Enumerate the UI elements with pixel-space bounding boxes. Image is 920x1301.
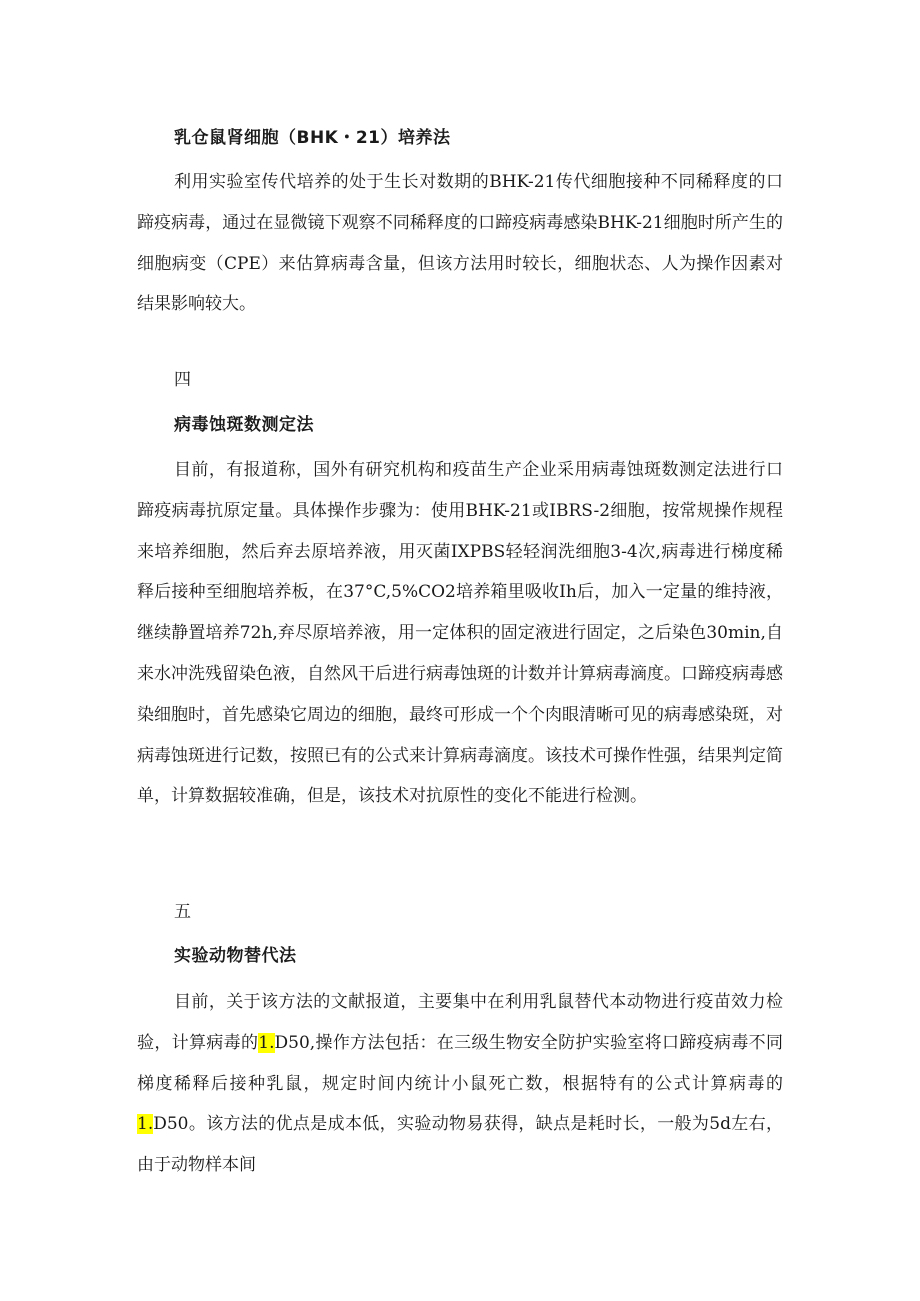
paragraph-bhk21	[137, 162, 783, 325]
paragraph-text: 目前，有报道称，国外有研究机构和疫苗生产企业采用病毒蚀斑数测定法进行口蹄疫病毒抗原定量。具体操作步骤为：使用BHK-21或IBRS-2细胞，按常规操作规程来培养细胞，然后弃去原培养液，用灭菌IXPBS轻轻润洗细胞3-4次,病毒进行梯度稀释后接种至细胞培养板，在37°C,5%CO2培养箱里吸收Ih后，加入一定量的维持液，继续静置培养72h,弃尽原培养液，用一定体积的固定液进行固定，之后染色30min,自来水冲洗残留染色液，自然风干后进行病毒蚀斑的计数并计算病毒滴度。口蹄疫病毒感染细胞时，首先感染它周边的细胞，最终可形成一个个肉眼清晰可见的病毒感染斑，对病毒蚀斑进行记数，按照已有的公式来计算病毒滴度。该技术可操作性强，结果判定简单，计算数据较准确，但是，该技术对抗原性的变化不能进行检测。	[137, 460, 783, 807]
highlighted-text: 1.	[137, 1114, 154, 1135]
section-number-5: 五	[174, 902, 191, 922]
text-run: D50,操作方法包括：在三级生物安全防护实验室将口蹄疫病毒不同梯度稀释后接种乳鼠，规定时间内统计小鼠死亡数，根据特有的公式计算病毒的	[137, 1032, 784, 1094]
paragraph-text	[137, 982, 783, 1186]
section-heading-bhk21: 乳仓鼠肾细胞（BHK・21）培养法	[174, 128, 451, 148]
section-number-4: 四	[174, 370, 191, 390]
section-heading-animal: 实验动物替代法	[174, 946, 297, 966]
text-run: D50。该方法的优点是成本低，实验动物易获得，缺点是耗时长，一般为5d左右，由于动物样本间	[137, 1114, 783, 1176]
paragraph-animal	[137, 982, 783, 1186]
paragraph-text: 利用实验室传代培养的处于生长对数期的BHK-21传代细胞接种不同稀释度的口蹄疫病毒，通过在显微镜下观察不同稀释度的口蹄疫病毒感染BHK-21细胞时所产生的细胞病变（CPE）来估算病毒含量，但该方法用时较长，细胞状态、人为操作因素对结果影响较大。	[137, 172, 783, 315]
text-run: 目前，关于该方法的文献报道，主要集中在利用乳鼠替代本动物进行疫苗效力检验，计算病毒的	[137, 992, 783, 1053]
highlighted-text: 1.	[258, 1032, 275, 1053]
section-heading-plaque: 病毒蚀斑数测定法	[174, 415, 314, 435]
paragraph-plaque	[137, 450, 783, 817]
